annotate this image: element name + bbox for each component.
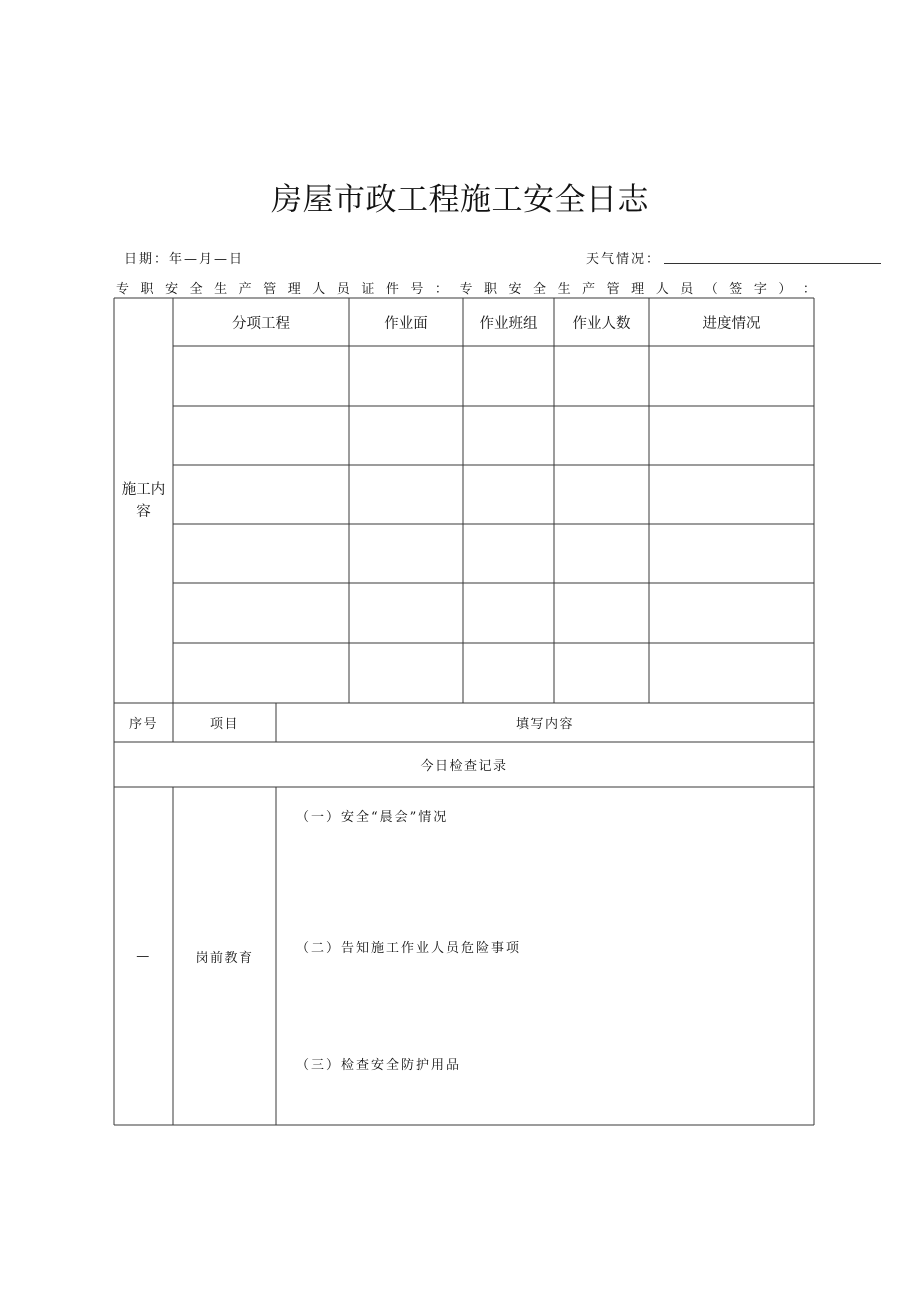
table-cell[interactable] <box>464 525 553 582</box>
table-cell[interactable] <box>174 525 348 582</box>
cert-char: 理 <box>287 282 301 297</box>
cert-char: 产 <box>238 282 252 297</box>
cert-char: 专 <box>116 282 130 297</box>
table-cell[interactable] <box>650 466 813 523</box>
table-cell[interactable] <box>555 407 648 464</box>
header-sub-project: 分项工程 <box>232 315 290 332</box>
cert-char: ） <box>778 282 792 297</box>
cert-char: 全 <box>189 282 203 297</box>
table-cell[interactable] <box>350 407 462 464</box>
cert-char: 管 <box>263 282 277 297</box>
table-cell[interactable] <box>350 584 462 642</box>
section-serial-no: — <box>136 948 151 964</box>
sub-item-hazard-notification[interactable]: （二）告知施工作业人员危险事项 <box>296 941 522 956</box>
cert-char: 理 <box>631 282 645 297</box>
construction-side-label: 施工内容 <box>121 481 166 520</box>
header-item: 项目 <box>209 717 239 732</box>
table-cell[interactable] <box>464 347 553 405</box>
header-worker-count: 作业人数 <box>572 315 631 332</box>
table-cell[interactable] <box>464 644 553 702</box>
sub-item-protective-equipment-check[interactable]: （三）检查安全防护用品 <box>296 1058 462 1073</box>
cert-char: 生 <box>557 282 571 297</box>
cert-char: （ <box>704 282 718 297</box>
weather-input-line[interactable] <box>664 263 881 264</box>
table-cell[interactable] <box>650 525 813 582</box>
cert-char: 生 <box>214 282 228 297</box>
cert-char: 人 <box>655 282 669 297</box>
cert-char: 安 <box>165 282 179 297</box>
cert-char: 产 <box>582 282 596 297</box>
table-cell[interactable] <box>464 407 553 464</box>
cert-char: 号 <box>410 282 424 297</box>
weather-label: 天气情况： <box>586 252 662 267</box>
certificate-signature-line <box>116 278 816 297</box>
cert-char: 件 <box>385 282 399 297</box>
table-cell[interactable] <box>350 644 462 702</box>
date-label: 日期：年—月—日 <box>124 252 245 267</box>
table-cell[interactable] <box>464 584 553 642</box>
sub-item-safety-morning-meeting[interactable]: （一）安全“晨会”情况 <box>296 810 449 825</box>
cert-char: 安 <box>508 282 522 297</box>
cert-char: ： <box>434 282 448 297</box>
table-cell[interactable] <box>174 347 348 405</box>
cert-char: 职 <box>140 282 154 297</box>
table-cell[interactable] <box>650 644 813 702</box>
table-cell[interactable] <box>464 466 553 523</box>
cert-char: 员 <box>680 282 694 297</box>
cert-char: 专 <box>459 282 473 297</box>
table-cell[interactable] <box>555 347 648 405</box>
table-cell[interactable] <box>174 466 348 523</box>
header-progress: 进度情况 <box>702 315 761 332</box>
cert-char: 签 <box>729 282 743 297</box>
table-cell[interactable] <box>350 466 462 523</box>
cert-char: 人 <box>312 282 326 297</box>
table-cell[interactable] <box>650 407 813 464</box>
table-cell[interactable] <box>555 584 648 642</box>
cert-char: 管 <box>606 282 620 297</box>
table-cell[interactable] <box>350 347 462 405</box>
table-cell[interactable] <box>555 466 648 523</box>
page-title: 房屋市政工程施工安全日志 <box>271 182 649 218</box>
cert-char: 员 <box>336 282 350 297</box>
section-title-daily-inspection: 今日检查记录 <box>420 759 508 774</box>
header-work-team: 作业班组 <box>479 315 538 332</box>
cert-char: 字 <box>753 282 767 297</box>
table-cell[interactable] <box>174 644 348 702</box>
table-cell[interactable] <box>555 525 648 582</box>
cert-char: 证 <box>361 282 375 297</box>
table-cell[interactable] <box>174 407 348 464</box>
section-item-pre-job-education: 岗前教育 <box>195 950 254 966</box>
cert-char: 全 <box>533 282 547 297</box>
table-cell[interactable] <box>650 584 813 642</box>
table-cell[interactable] <box>350 525 462 582</box>
table-cell[interactable] <box>650 347 813 405</box>
table-cell[interactable] <box>555 644 648 702</box>
header-serial-no: 序号 <box>128 717 158 732</box>
cert-char: ： <box>802 282 816 297</box>
header-fill-content: 填写内容 <box>515 717 574 732</box>
cert-char: 职 <box>483 282 497 297</box>
header-work-area: 作业面 <box>384 315 428 332</box>
table-cell[interactable] <box>174 584 348 642</box>
